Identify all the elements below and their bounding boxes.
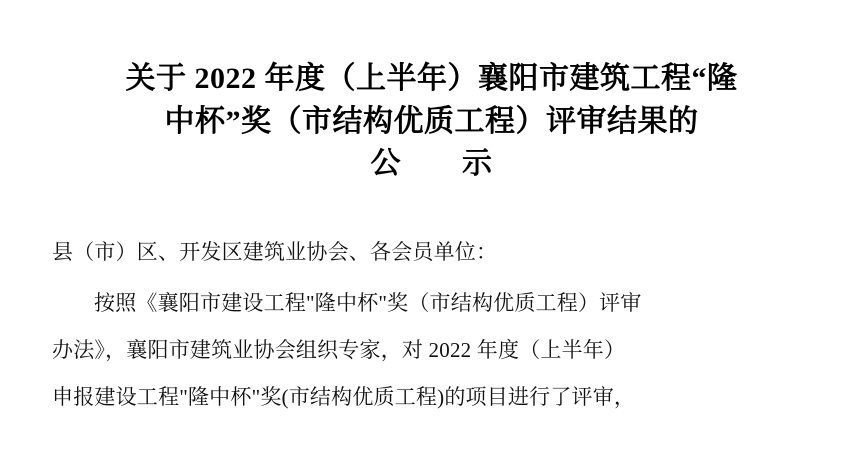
body-paragraph-line-3: 申报建设工程"隆中杯"奖(市结构优质工程)的项目进行了评审， [52, 385, 636, 410]
page-title-line-1: 关于 2022 年度（上半年）襄阳市建筑工程“隆 [125, 62, 738, 95]
page-title [52, 0, 811, 186]
document-body [52, 230, 811, 421]
page-title-line-3: 公 示 [370, 147, 493, 181]
body-paragraph-line-2: 办法》，襄阳市建筑业协会组织专家，对 2022 年度（上半年） [52, 338, 626, 363]
body-paragraph-line-1: 按照《襄阳市建设工程"隆中杯"奖（市结构优质工程）评审 [94, 290, 642, 315]
salutation: 县（市）区、开发区建筑业协会、各会员单位： [52, 239, 498, 264]
page-title-line-2: 中杯”奖（市结构优质工程）评审结果的 [164, 104, 699, 138]
